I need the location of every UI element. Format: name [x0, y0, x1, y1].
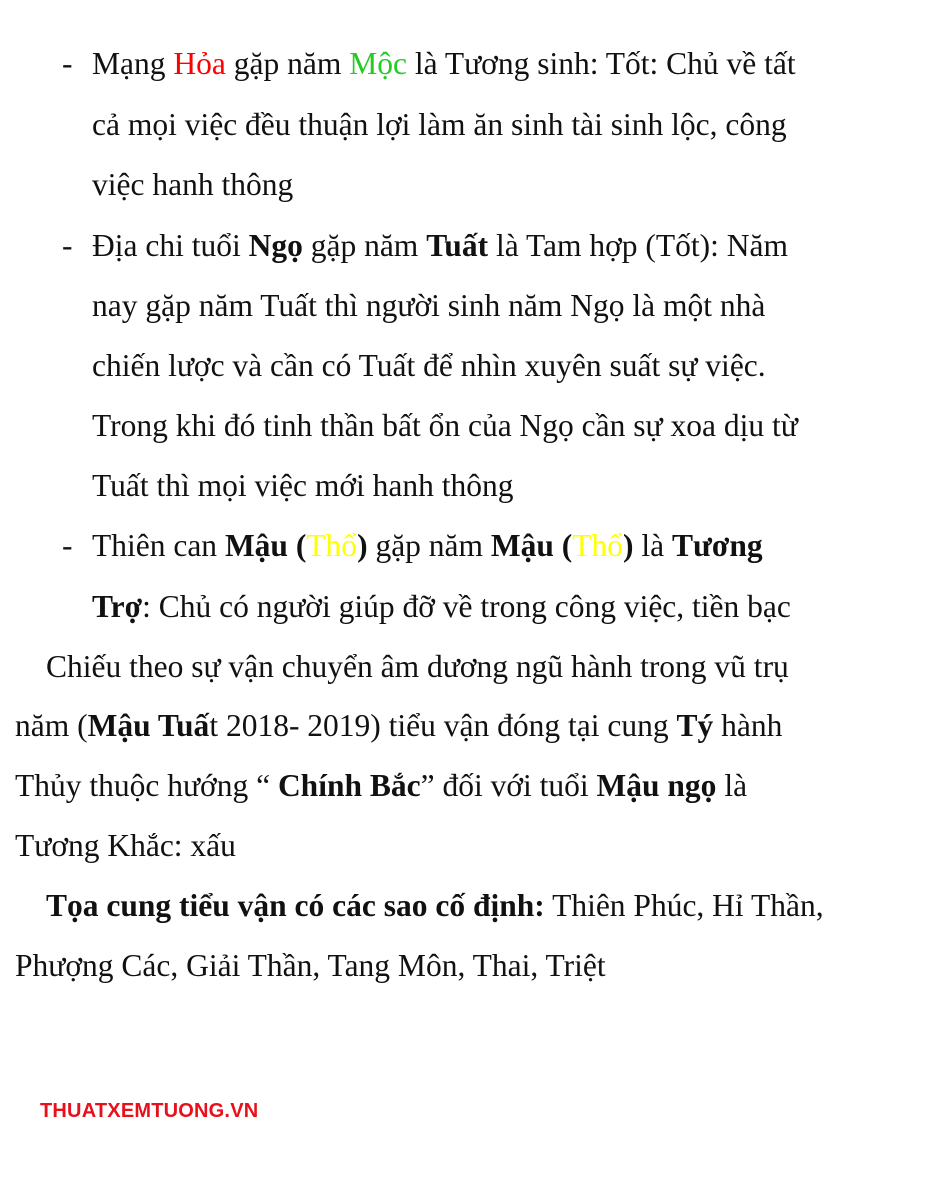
text-run: là Tương sinh: Tốt: Chủ về tất [406, 46, 796, 81]
bullet-2-line-1 [92, 226, 788, 266]
paragraph-1-line-3 [15, 766, 747, 806]
text-run: việc hanh thông [92, 167, 294, 202]
text-run: Thiên Phúc, Hỉ Thần, [544, 888, 824, 923]
text-run: nay gặp năm Tuất thì người sinh năm Ngọ là một nhà [92, 288, 766, 323]
bold-mau-tuat: Mậu Tuấ [87, 708, 210, 743]
text-run: ” đối với tuổi [420, 768, 597, 803]
paragraph-2-line-1 [46, 886, 824, 926]
bullet-dash-1: - [62, 46, 73, 81]
bold-toa-cung-heading: Tọa cung tiểu vận có các sao cố định: [46, 888, 545, 923]
text-run: Mạng [92, 46, 174, 81]
text-run: là Tam hợp (Tốt): Năm [488, 228, 789, 263]
text-run: là [633, 528, 673, 563]
bullet-1-line-2 [92, 105, 787, 145]
bold-ngo: Ngọ [248, 228, 303, 263]
bold-tro: Trợ [92, 589, 143, 624]
bold-mau-ngo: Mậu ngọ [596, 768, 717, 803]
paragraph-1-line-4 [15, 826, 236, 866]
site-watermark: THUATXEMTUONG.VN [40, 1100, 259, 1122]
text-run: hành [713, 708, 783, 743]
bold-mau: Mậu ( [490, 528, 573, 563]
text-run: Chiếu theo sự vận chuyển âm dương ngũ hành trong vũ trụ [46, 649, 789, 684]
bullet-2-line-2 [92, 286, 765, 326]
text-run: gặp năm [367, 528, 491, 563]
text-run: Thủy thuộc hướng “ [15, 768, 278, 803]
text-run: Trong khi đó tinh thần bất ổn của Ngọ cần sự xoa dịu từ [92, 408, 798, 443]
bullet-1-line-3 [92, 165, 293, 205]
moc-colored-word: Mộc [349, 46, 407, 81]
bold-mau: Mậu ( [224, 528, 307, 563]
text-run: cả mọi việc đều thuận lợi làm ăn sinh tài sinh lộc, công [92, 107, 787, 142]
text-run: Tuất thì mọi việc mới hanh thông [92, 468, 514, 503]
bullet-dash-2: - [62, 228, 73, 263]
text-run: t 2018- 2019) tiểu vận đóng tại cung [209, 708, 677, 743]
tho-colored-word: Thổ [572, 528, 624, 563]
text-run: Phượng Các, Giải Thần, Tang Môn, Thai, Triệt [15, 948, 606, 983]
bullet-2-line-4 [92, 406, 798, 446]
text-run: Thiên can [92, 528, 225, 563]
paragraph-2-line-2 [15, 946, 606, 986]
bullet-2-line-5 [92, 466, 513, 506]
tho-colored-word: Thổ [306, 528, 358, 563]
text-run: năm ( [15, 708, 88, 743]
bold-paren: ) [357, 528, 368, 563]
text-run: Địa chi tuổi [92, 228, 249, 263]
bold-tuong: Tương [672, 528, 763, 563]
bold-paren: ) [623, 528, 634, 563]
paragraph-1-line-1 [46, 647, 789, 687]
bold-chinh-bac: Chính Bắc [277, 768, 421, 803]
bullet-3-line-1 [92, 526, 763, 566]
bold-tuat: Tuất [426, 228, 489, 263]
bullet-1-line-1 [92, 44, 796, 84]
text-run: là [716, 768, 748, 803]
bullet-3-line-2 [92, 587, 791, 627]
hoa-colored-word: Hỏa [173, 46, 226, 81]
text-run: gặp năm [302, 228, 427, 263]
text-run: chiến lược và cần có Tuất để nhìn xuyên suất sự việc. [92, 348, 766, 383]
bullet-2-line-3 [92, 346, 766, 386]
text-run: Tương Khắc: xấu [15, 828, 236, 863]
text-run: : Chủ có người giúp đỡ về trong công việc, tiền bạc [142, 589, 791, 624]
text-run: gặp năm [225, 46, 350, 81]
bold-ty: Tý [676, 708, 714, 743]
bullet-dash-3: - [62, 528, 73, 563]
paragraph-1-line-2 [15, 706, 782, 746]
